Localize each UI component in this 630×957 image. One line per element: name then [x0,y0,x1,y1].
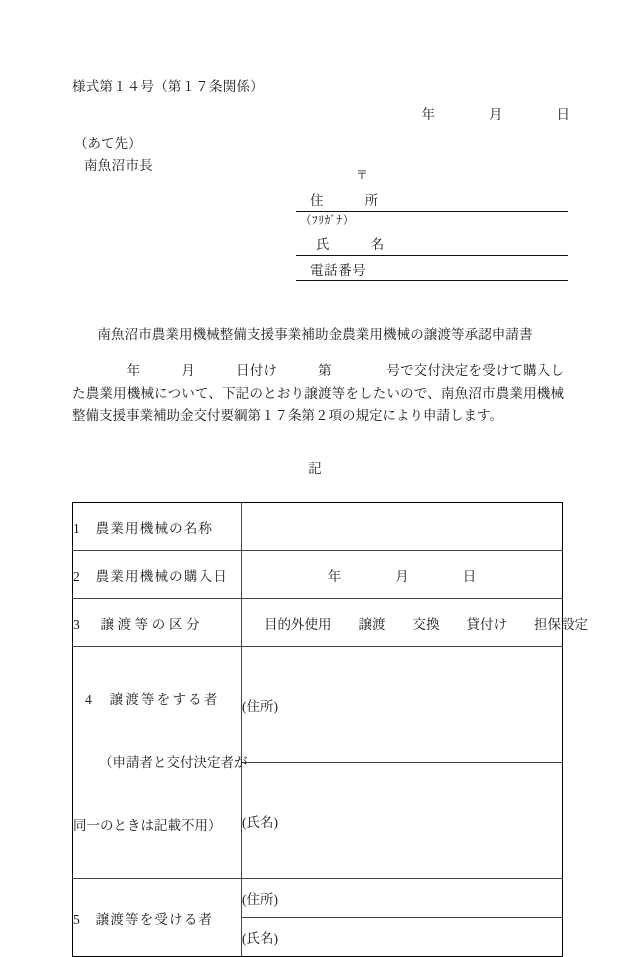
form-number: 様式第１４号（第１７条関係） [72,79,264,94]
body-paragraph: 年 月 日付け 第 号で交付決定を受けて購入した農業用機械について、下記のとおり譲渡等をしたいので、南魚沼市農業用機械整備支援事業補助金交付要綱第１７条第２項の規定により申請します。 [72,363,564,423]
row4-name-value[interactable]: (氏名) [242,763,563,879]
addressee-name: 南魚沼市長 [84,158,153,173]
addressee-label: （あて先） [74,136,142,151]
row4-label-line2: （申請者と交付決定者が [99,755,248,770]
table-row [73,551,563,599]
table-row [73,599,563,647]
row1-label: 1 農業用機械の名称 [73,503,242,551]
row5-address-value[interactable]: (住所) [242,879,563,918]
table-row [73,879,563,918]
row3-label: 3 譲渡等の区分 [73,599,242,647]
document-title: 南魚沼市農業用機械整備支援事業補助金農業用機械の譲渡等承認申請書 [97,327,533,342]
row5-label: 5 譲渡等を受ける者 [73,879,242,957]
applicant-block [296,168,568,281]
row4-label-line1: 4 譲渡等をする者 [85,692,220,707]
ki-mark: 記 [308,461,322,476]
date-blank-line: 年 月 日 [421,107,570,122]
row4-label-line3: 同一のときは記載不用） [73,818,222,833]
postal-mark-icon: 〒 [356,168,369,182]
applicant-address-row [296,168,568,212]
applicant-furigana-label: （ﾌﾘｶﾞﾅ） [300,215,355,227]
table-row [73,503,563,551]
applicant-tel-label: 電話番号 [310,263,367,278]
row1-value[interactable] [242,503,563,551]
applicant-name-label: 氏 名 [316,237,385,252]
row2-label: 2 農業用機械の購入日 [73,551,242,599]
row5-name-value[interactable]: (氏名) [242,918,563,957]
row4-address-value[interactable]: (住所) [242,647,563,763]
applicant-address-label: 住 所 [310,193,379,208]
applicant-name-row [296,212,568,256]
application-details-table [72,502,588,957]
row2-value[interactable]: 年 月 日 [242,551,563,599]
row4-label [73,647,248,879]
row3-value-options[interactable]: 目的外使用 譲渡 交換 貸付け 担保設定 [242,599,563,647]
table-row [73,647,563,763]
applicant-tel-row [296,256,568,281]
